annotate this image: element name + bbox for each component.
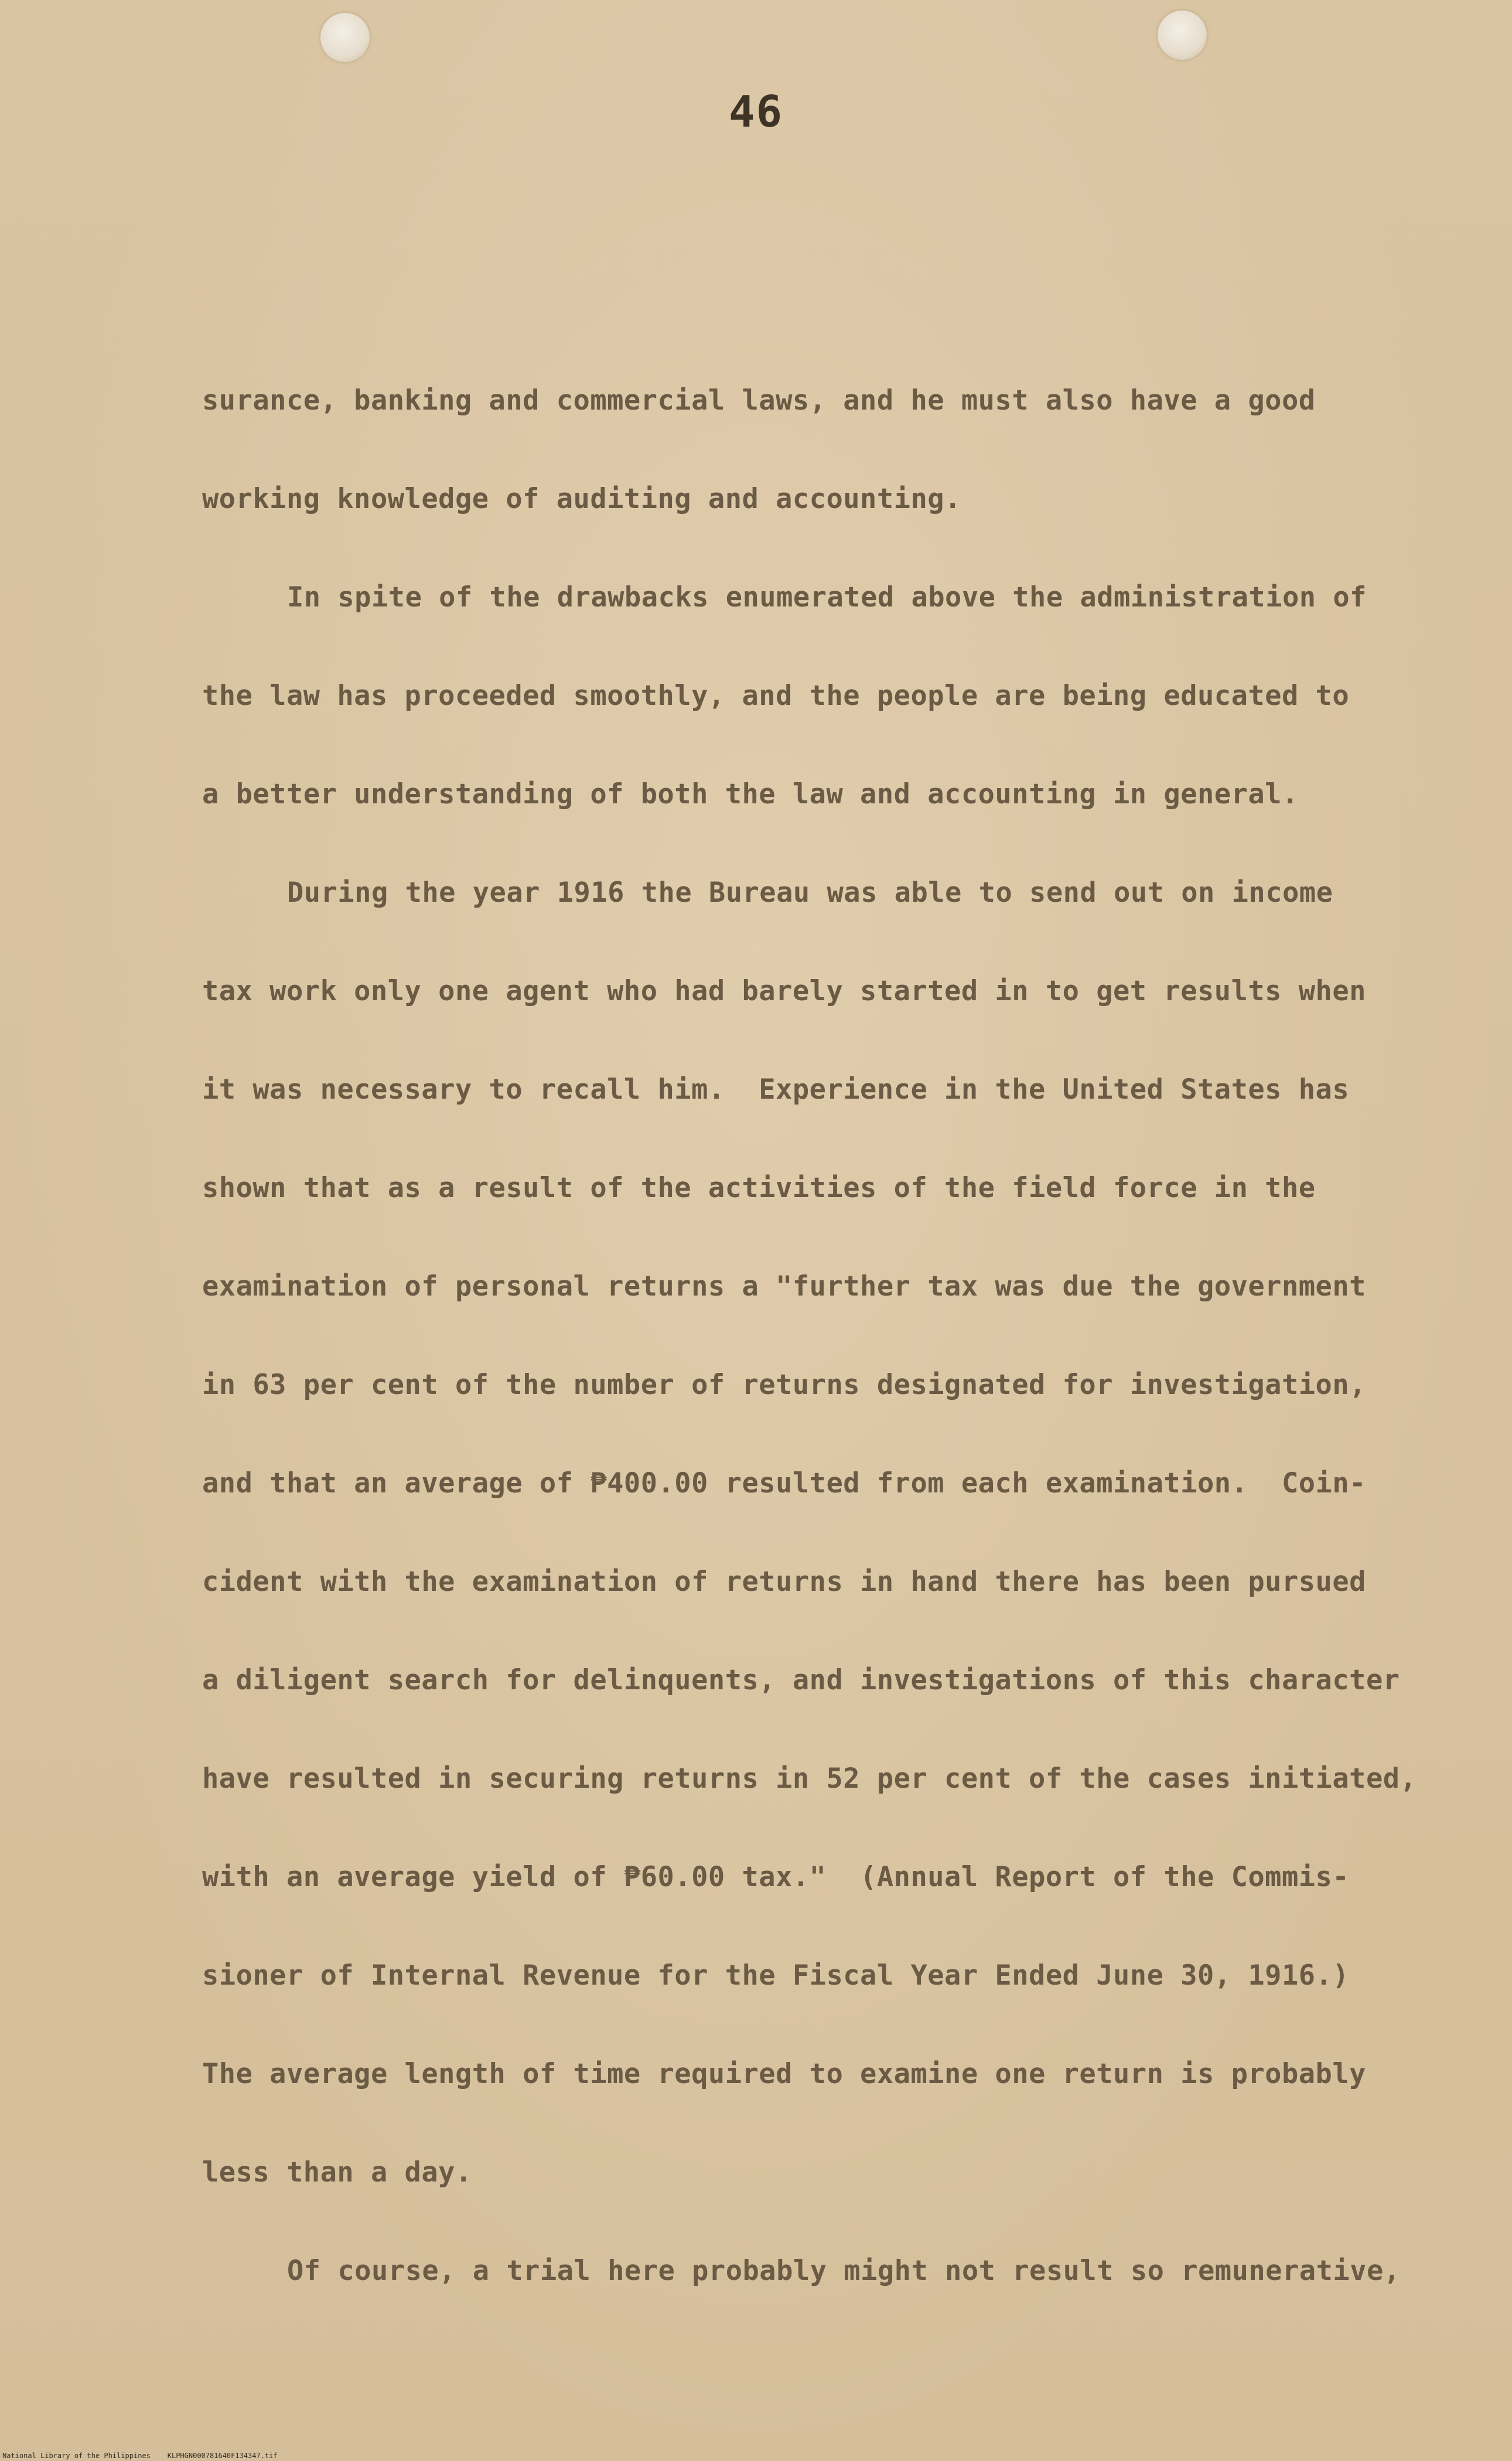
text-line: cident with the examination of returns in hand there has been pursued <box>202 1566 1366 1598</box>
page-number: 46 <box>728 87 784 137</box>
text-line: a better understanding of both the law and accounting in general. <box>202 778 1299 810</box>
punch-hole-right <box>1158 11 1207 60</box>
text-line: have resulted in securing returns in 52 per cent of the cases initiated, <box>202 1763 1417 1795</box>
text-line: less than a day. <box>202 2156 472 2189</box>
text-line: the law has proceeded smoothly, and the people are being educated to <box>202 680 1350 712</box>
body-text <box>202 352 1417 2320</box>
text-line: tax work only one agent who had barely started in to get results when <box>202 975 1366 1007</box>
text-line: and that an average of ₱400.00 resulted from each examination. Coin- <box>202 1467 1366 1499</box>
punch-hole-left <box>320 13 370 62</box>
text-line: The average length of time required to examine one return is probably <box>202 2058 1366 2090</box>
text-line: in 63 per cent of the number of returns designated for investigation, <box>202 1369 1366 1401</box>
text-line: a diligent search for delinquents, and investigations of this character <box>202 1664 1400 1696</box>
text-line: it was necessary to recall him. Experience in the United States has <box>202 1073 1350 1106</box>
footer-caption: National Library of the Philippines KLPHGN000781640F134347.tif <box>2 2452 278 2460</box>
text-line: surance, banking and commercial laws, and he must also have a good <box>202 384 1316 417</box>
text-line: In spite of the drawbacks enumerated above the administration of <box>287 581 1367 613</box>
text-line: During the year 1916 the Bureau was able to send out on income <box>287 877 1333 909</box>
text-line: Of course, a trial here probably might not result so remunerative, <box>287 2255 1401 2287</box>
text-line: sioner of Internal Revenue for the Fiscal Year Ended June 30, 1916.) <box>202 1959 1350 1992</box>
text-line: shown that as a result of the activities of the field force in the <box>202 1172 1316 1204</box>
text-line: working knowledge of auditing and accounting. <box>202 483 961 515</box>
text-line: with an average yield of ₱60.00 tax." (Annual Report of the Commis- <box>202 1861 1350 1893</box>
text-line: examination of personal returns a "further tax was due the government <box>202 1270 1366 1303</box>
